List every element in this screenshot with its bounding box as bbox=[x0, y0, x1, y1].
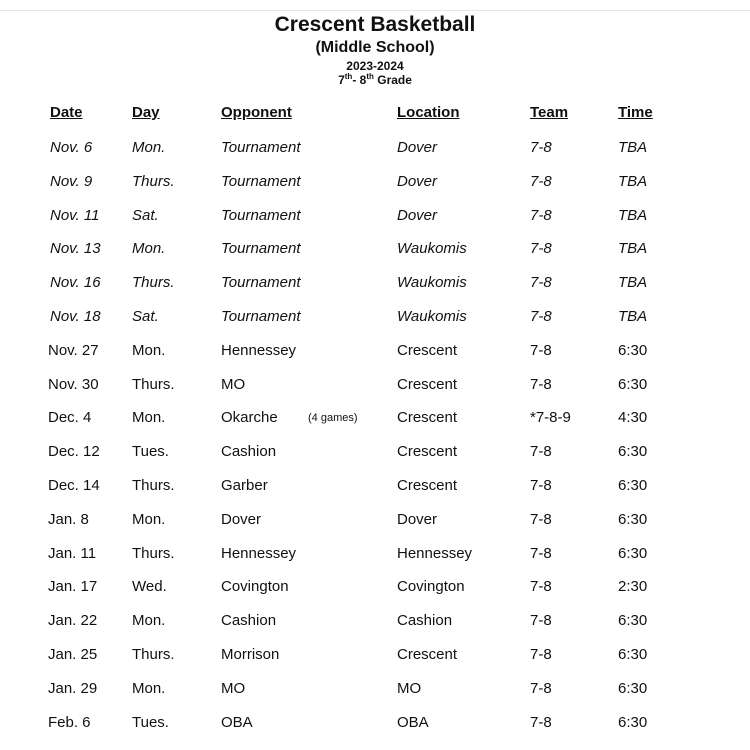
cell-time: 6:30 bbox=[618, 714, 648, 731]
cell-day: Tues. bbox=[132, 443, 169, 460]
cell-opponent: Okarche bbox=[221, 409, 278, 426]
cell-location: Dover bbox=[397, 139, 438, 156]
column-header-team: Team bbox=[530, 104, 569, 121]
cell-day: Mon. bbox=[132, 342, 166, 359]
cell-location: Dover bbox=[397, 173, 438, 190]
cell-time: 6:30 bbox=[618, 612, 648, 629]
cell-note: (4 games) bbox=[308, 412, 358, 424]
cell-team: 7-8 bbox=[530, 173, 552, 190]
cell-team: 7-8 bbox=[530, 308, 552, 325]
cell-team: 7-8 bbox=[530, 646, 552, 663]
cell-date: Nov. 6 bbox=[50, 139, 93, 156]
column-header-day: Day bbox=[132, 104, 160, 121]
cell-team: 7-8 bbox=[530, 680, 552, 697]
cell-date: Nov. 16 bbox=[50, 274, 101, 291]
cell-day: Mon. bbox=[132, 680, 166, 697]
cell-date: Dec. 12 bbox=[48, 443, 100, 460]
cell-date: Nov. 18 bbox=[50, 308, 101, 325]
cell-day: Thurs. bbox=[132, 477, 175, 494]
cell-location: Waukomis bbox=[397, 240, 467, 257]
cell-date: Nov. 30 bbox=[48, 376, 99, 393]
cell-date: Jan. 25 bbox=[48, 646, 98, 663]
cell-time: TBA bbox=[618, 274, 648, 291]
cell-time: 6:30 bbox=[618, 342, 648, 359]
cell-time: 6:30 bbox=[618, 443, 648, 460]
cell-team: 7-8 bbox=[530, 342, 552, 359]
cell-team: 7-8 bbox=[530, 274, 552, 291]
cell-opponent: Tournament bbox=[221, 207, 301, 224]
cell-location: OBA bbox=[397, 714, 429, 731]
cell-time: TBA bbox=[618, 207, 648, 224]
top-divider bbox=[0, 10, 750, 11]
cell-team: 7-8 bbox=[530, 376, 552, 393]
cell-date: Jan. 8 bbox=[48, 511, 89, 528]
cell-day: Sat. bbox=[132, 308, 159, 325]
cell-day: Mon. bbox=[132, 612, 166, 629]
cell-location: MO bbox=[397, 680, 422, 697]
column-header-opponent: Opponent bbox=[221, 104, 292, 121]
cell-location: Dover bbox=[397, 511, 438, 528]
cell-date: Jan. 29 bbox=[48, 680, 98, 697]
cell-day: Mon. bbox=[132, 409, 166, 426]
cell-team: 7-8 bbox=[530, 477, 552, 494]
cell-opponent: Hennessey bbox=[221, 545, 297, 562]
cell-opponent: Tournament bbox=[221, 308, 301, 325]
cell-time: 6:30 bbox=[618, 477, 648, 494]
cell-location: Hennessey bbox=[397, 545, 473, 562]
cell-team: 7-8 bbox=[530, 443, 552, 460]
cell-team: 7-8 bbox=[530, 578, 552, 595]
cell-location: Crescent bbox=[397, 409, 458, 426]
cell-opponent: Tournament bbox=[221, 173, 301, 190]
cell-location: Covington bbox=[397, 578, 465, 595]
cell-time: 6:30 bbox=[618, 511, 648, 528]
cell-opponent: Cashion bbox=[221, 443, 277, 460]
cell-location: Cashion bbox=[397, 612, 453, 629]
cell-location: Crescent bbox=[397, 342, 458, 359]
grade-label: 7th- 8th Grade bbox=[338, 72, 412, 87]
cell-opponent: Hennessey bbox=[221, 342, 297, 359]
column-header-location: Location bbox=[397, 104, 460, 121]
cell-opponent: MO bbox=[221, 680, 246, 697]
cell-day: Thurs. bbox=[132, 646, 175, 663]
cell-opponent: Dover bbox=[221, 511, 262, 528]
cell-opponent: Tournament bbox=[221, 274, 301, 291]
cell-location: Crescent bbox=[397, 443, 458, 460]
schedule-header bbox=[0, 12, 750, 87]
cell-opponent: MO bbox=[221, 376, 246, 393]
cell-day: Mon. bbox=[132, 511, 166, 528]
cell-opponent: OBA bbox=[221, 714, 253, 731]
cell-time: 4:30 bbox=[618, 409, 648, 426]
cell-time: TBA bbox=[618, 173, 648, 190]
cell-opponent: Tournament bbox=[221, 139, 301, 156]
cell-date: Feb. 6 bbox=[48, 714, 91, 731]
cell-date: Dec. 14 bbox=[48, 477, 100, 494]
cell-location: Waukomis bbox=[397, 308, 467, 325]
cell-day: Thurs. bbox=[132, 376, 175, 393]
cell-day: Thurs. bbox=[132, 173, 175, 190]
cell-team: 7-8 bbox=[530, 207, 552, 224]
cell-time: TBA bbox=[618, 139, 648, 156]
cell-location: Crescent bbox=[397, 646, 458, 663]
cell-time: 6:30 bbox=[618, 680, 648, 697]
cell-time: 6:30 bbox=[618, 376, 648, 393]
cell-team: 7-8 bbox=[530, 612, 552, 629]
cell-day: Mon. bbox=[132, 240, 166, 257]
cell-time: TBA bbox=[618, 308, 648, 325]
cell-team: 7-8 bbox=[530, 545, 552, 562]
cell-team: 7-8 bbox=[530, 511, 552, 528]
cell-date: Jan. 17 bbox=[48, 578, 98, 595]
cell-opponent: Tournament bbox=[221, 240, 301, 257]
cell-team: 7-8 bbox=[530, 714, 552, 731]
cell-location: Dover bbox=[397, 207, 438, 224]
cell-opponent: Cashion bbox=[221, 612, 277, 629]
cell-opponent: Covington bbox=[221, 578, 289, 595]
cell-day: Mon. bbox=[132, 139, 166, 156]
cell-team: 7-8 bbox=[530, 240, 552, 257]
cell-day: Sat. bbox=[132, 207, 159, 224]
cell-day: Tues. bbox=[132, 714, 169, 731]
cell-time: 6:30 bbox=[618, 646, 648, 663]
schedule-subtitle: (Middle School) bbox=[315, 39, 435, 56]
cell-team: *7-8-9 bbox=[530, 409, 571, 426]
cell-date: Dec. 4 bbox=[48, 409, 92, 426]
cell-day: Thurs. bbox=[132, 545, 175, 562]
cell-day: Thurs. bbox=[132, 274, 175, 291]
season-years: 2023-2024 bbox=[346, 59, 404, 73]
cell-location: Crescent bbox=[397, 376, 458, 393]
cell-opponent: Garber bbox=[221, 477, 268, 494]
cell-opponent: Morrison bbox=[221, 646, 280, 663]
cell-day: Wed. bbox=[132, 578, 167, 595]
cell-date: Nov. 11 bbox=[50, 207, 100, 224]
cell-time: 6:30 bbox=[618, 545, 648, 562]
cell-date: Nov. 13 bbox=[50, 240, 101, 257]
schedule-title: Crescent Basketball bbox=[274, 13, 476, 36]
column-header-time: Time bbox=[618, 104, 653, 121]
cell-time: TBA bbox=[618, 240, 648, 257]
cell-location: Waukomis bbox=[397, 274, 467, 291]
cell-time: 2:30 bbox=[618, 578, 648, 595]
cell-team: 7-8 bbox=[530, 139, 552, 156]
cell-date: Nov. 9 bbox=[50, 173, 93, 190]
column-header-date: Date bbox=[50, 104, 83, 121]
cell-location: Crescent bbox=[397, 477, 458, 494]
cell-date: Jan. 11 bbox=[48, 545, 97, 562]
cell-date: Jan. 22 bbox=[48, 612, 98, 629]
cell-date: Nov. 27 bbox=[48, 342, 99, 359]
